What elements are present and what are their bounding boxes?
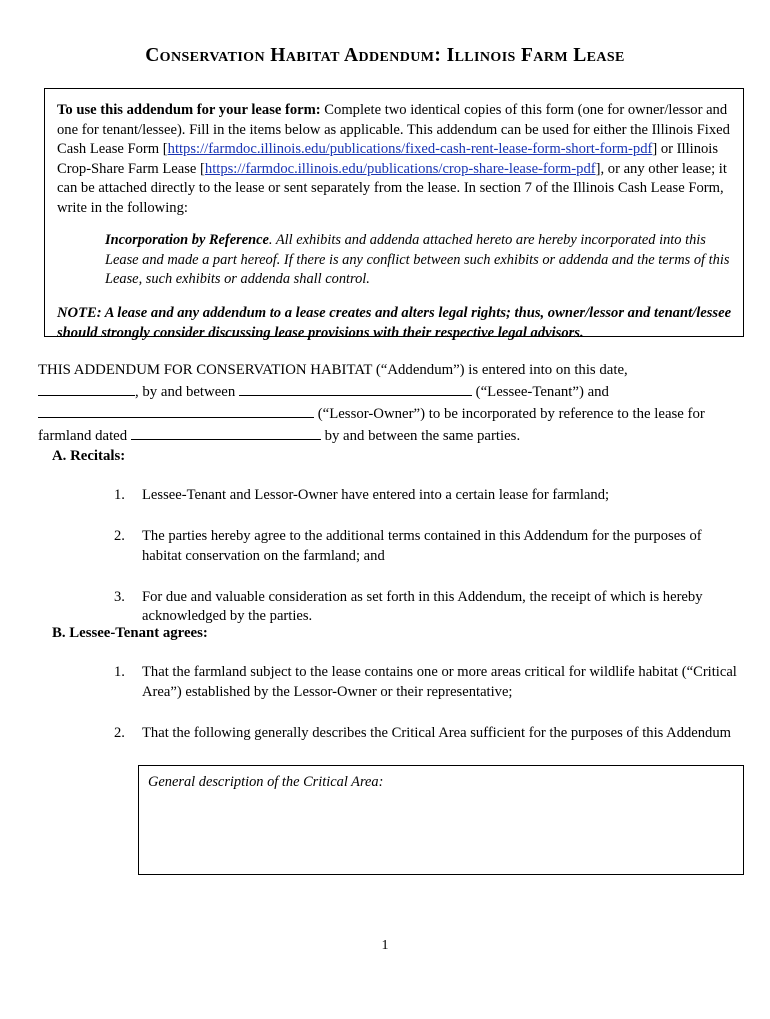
list-item-text: That the following generally describes the Critical Area sufficient for the purposes of this Addendum: [142, 724, 732, 741]
list-item: [38, 486, 738, 506]
section-a-heading: [38, 448, 738, 465]
list-item-text: Lessee-Tenant and Lessor-Owner have entered into a certain lease for farmland;: [142, 487, 610, 503]
section-b-list: [38, 663, 738, 744]
page-title: Conservation Habitat Addendum: Illinois Farm Lease: [145, 45, 625, 66]
incorporation-clause: [57, 231, 733, 290]
list-item-number: 2.: [114, 527, 125, 544]
intro-sentence-5: by and between the same parties.: [324, 428, 521, 445]
list-item: [38, 724, 738, 744]
critical-area-description-box[interactable]: [138, 765, 744, 875]
section-lessee-tenant-agrees: [38, 625, 738, 744]
section-b-heading: [38, 625, 738, 642]
lessor-owner-blank-field[interactable]: [38, 403, 314, 418]
farmland-date-blank-field[interactable]: [131, 425, 321, 440]
list-item-number: 2.: [114, 724, 125, 741]
instruction-bold-lead: To use this addendum for your lease form:: [57, 102, 321, 118]
list-item: [38, 663, 738, 703]
page-number: 1: [381, 938, 389, 953]
legal-note: NOTE: A lease and any addendum to a lease creates and alters legal rights; thus, owner/lessor and tenant/lessee should strongly consider discussing lease provisions with their respective legal advisors.: [57, 305, 732, 341]
instruction-paragraph: [57, 101, 733, 218]
list-item-number: 1.: [114, 664, 125, 680]
list-item-number: 3.: [114, 588, 125, 605]
section-a-title: Recitals:: [70, 448, 126, 464]
instruction-text-1: Complete two identical copies of this form (one for owner/lessor and one for tenant/lessee). Fill in the items below as applicable. This addendum can be used for either the Illinois Fixed Cash Lease Form [: [57, 102, 730, 158]
section-a-marker: A.: [52, 448, 67, 464]
crop-share-lease-link[interactable]: https://farmdoc.illinois.edu/publications/crop-share-lease-form-pdf: [204, 160, 596, 177]
addendum-intro-paragraph: [38, 360, 738, 447]
lessee-tenant-blank-field[interactable]: [239, 381, 472, 396]
list-item: [38, 588, 738, 628]
section-a-list: [38, 486, 738, 627]
intro-sentence-1: THIS ADDENDUM FOR CONSERVATION HABITAT (“Addendum”) is entered into on this date,: [38, 362, 628, 378]
intro-sentence-3: (“Lessee-Tenant”) and: [475, 384, 609, 401]
list-item: [38, 527, 738, 567]
incorporation-clause-title: Incorporation by Reference: [105, 232, 269, 249]
instruction-text-3: ], or any other lease; it can be attached directly to the lease or sent separately from the lease. In section 7 of the Illinois Cash Lease Form, write in the following:: [57, 160, 727, 216]
critical-area-label: General description of the Critical Area:: [148, 774, 384, 790]
incorporation-clause-text: . All exhibits and addenda attached hereto are hereby incorporated into this Lease and made a part hereof. If there is any conflict between such exhibits or addenda and the terms of this Lease, such exhibits or addenda shall control.: [105, 232, 730, 288]
list-item-text: That the farmland subject to the lease contains one or more areas critical for wildlife habitat (“Critical Area”) established by the Lessor-Owner or their representative;: [142, 664, 737, 700]
section-b-marker: B.: [52, 625, 66, 641]
intro-sentence-2: , by and between: [135, 384, 236, 401]
instruction-box: [44, 88, 744, 341]
fixed-cash-rent-lease-link[interactable]: https://farmdoc.illinois.edu/publications/fixed-cash-rent-lease-form-short-form-pdf: [167, 141, 653, 158]
intro-sentence-4: (“Lessor-Owner”) to be incorporated by reference to the lease for farmland dated: [38, 406, 705, 445]
list-item-text: The parties hereby agree to the additional terms contained in this Addendum for the purposes of habitat conservation on the farmland; and: [142, 527, 702, 564]
section-b-title: Lessee-Tenant agrees:: [69, 625, 208, 641]
instruction-text-2: ] or Illinois Crop-Share Farm Lease [: [57, 141, 719, 177]
list-item-text: For due and valuable consideration as set forth in this Addendum, the receipt of which is hereby acknowledged by the parties.: [142, 588, 703, 625]
list-item-number: 1.: [114, 487, 125, 503]
date-blank-field[interactable]: [38, 381, 135, 396]
section-recitals: [38, 448, 738, 627]
